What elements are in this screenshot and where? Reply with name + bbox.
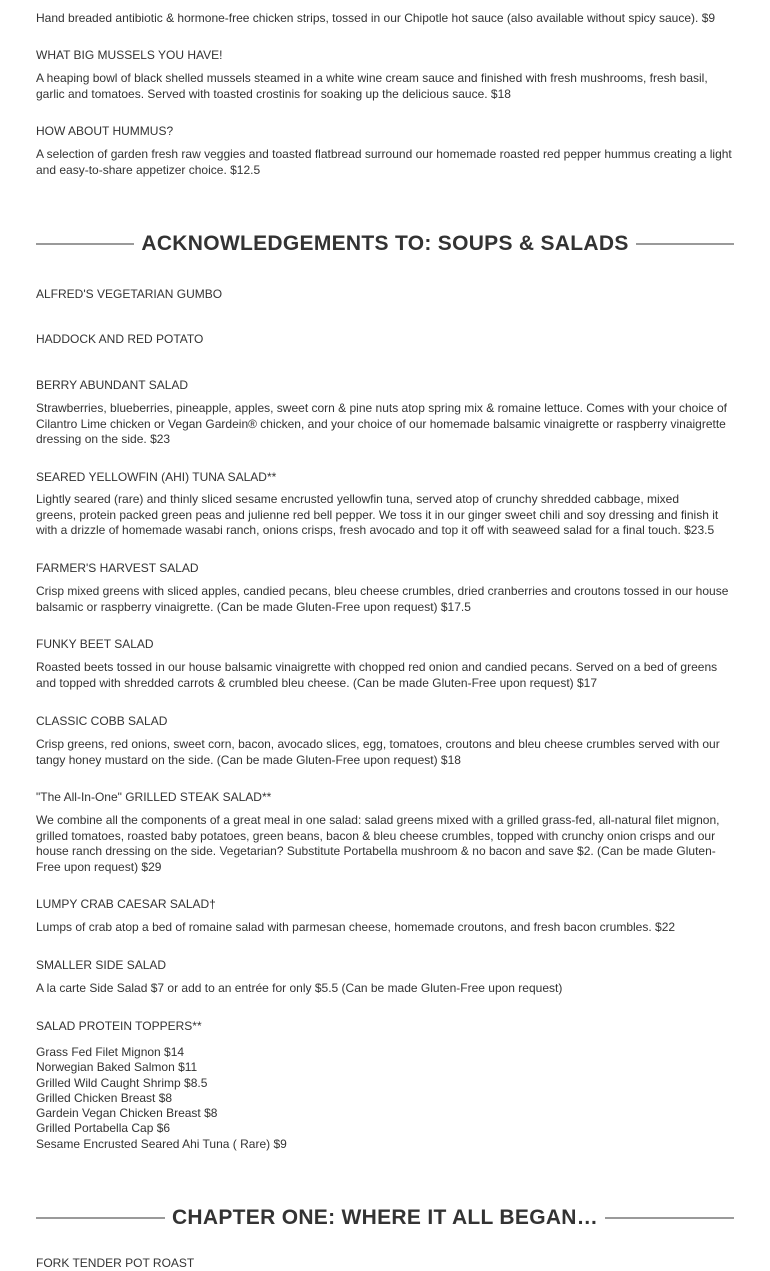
topper-list: [36, 1045, 734, 1152]
section-heading-soups-salads: [36, 229, 734, 259]
list-item: Norwegian Baked Salmon $11: [36, 1060, 198, 1075]
menu-item-title: LUMPY CRAB CAESAR SALAD†: [36, 897, 216, 911]
menu-item-title: SMALLER SIDE SALAD: [36, 958, 167, 972]
menu-item-description: Roasted beets tossed in our house balsamic vinaigrette with chopped red onion and candied pecans. Served on a bed of greens and topped with shredded carrots & crumbled bleu cheese. (Can be made Gluten-Free upon request) $17: [36, 660, 718, 690]
list-item: Sesame Encrusted Seared Ahi Tuna ( Rare) $9: [36, 1136, 287, 1151]
list-item: Grilled Wild Caught Shrimp $8.5: [36, 1075, 208, 1090]
menu-item-title: BERRY ABUNDANT SALAD: [36, 378, 189, 392]
list-item: Grilled Portabella Cap $6: [36, 1121, 171, 1136]
divider: [36, 243, 134, 245]
menu-item-title: "The All-In-One" GRILLED STEAK SALAD**: [36, 790, 272, 804]
menu-item-title: HADDOCK AND RED POTATO: [36, 332, 204, 346]
list-item: Grass Fed Filet Mignon $14: [36, 1045, 185, 1059]
menu-item-title: WHAT BIG MUSSELS YOU HAVE!: [36, 48, 223, 62]
menu-item-description: A selection of garden fresh raw veggies and toasted flatbread surround our homemade roasted red pepper hummus creating a light and easy-to-share appetizer choice. $12.5: [36, 147, 732, 177]
section-heading-chapter-one: [36, 1203, 734, 1233]
menu-item-description: We combine all the components of a great meal in one salad: salad greens mixed with a grilled grass-fed, all-natural filet mignon, grilled tomatoes, roasted baby potatoes, green beans, bacon & bleu cheese crumbles, topped with crunchy onion crisps and our house ranch dressing on the side. Vegetarian? Substitute Portabella mushroom & no bacon and save $2. (Can be made Gluten-Free upon request) $29: [36, 813, 720, 874]
menu-item-title: ALFRED'S VEGETARIAN GUMBO: [36, 287, 223, 301]
divider: [636, 243, 734, 245]
menu-item-description: Strawberries, blueberries, pineapple, apples, sweet corn & pine nuts atop spring mix & romaine lettuce. Comes with your choice of Cilantro Lime chicken or Vegan Gardein® chicken, and your choice of our homemade balsamic vinaigrette or raspberry vinaigrette dressing on the side. $23: [36, 401, 728, 446]
menu-item-description: A heaping bowl of black shelled mussels steamed in a white wine cream sauce and finished with fresh mushrooms, fresh basil, garlic and tomatoes. Served with toasted crostinis for soaking up the delicious sauce. $18: [36, 71, 708, 101]
menu-item-description: Hand breaded antibiotic & hormone-free chicken strips, tossed in our Chipotle hot sauce (also available without spicy sauce). $9: [36, 11, 716, 25]
menu-item-description: Crisp greens, red onions, sweet corn, bacon, avocado slices, egg, tomatoes, croutons and bleu cheese crumbles served with our tangy honey mustard on the side. (Can be made Gluten-Free upon request) $18: [36, 737, 720, 767]
menu-item-title: FUNKY BEET SALAD: [36, 637, 154, 651]
list-item: Gardein Vegan Chicken Breast $8: [36, 1106, 218, 1121]
menu-item-title: FORK TENDER POT ROAST: [36, 1256, 195, 1270]
section-title: ACKNOWLEDGEMENTS TO: SOUPS & SALADS: [141, 232, 629, 255]
menu-item-title: SEARED YELLOWFIN (AHI) TUNA SALAD**: [36, 470, 277, 484]
section-title: CHAPTER ONE: WHERE IT ALL BEGAN…: [171, 1206, 599, 1229]
divider: [605, 1217, 734, 1219]
menu-item-title: FARMER'S HARVEST SALAD: [36, 561, 199, 575]
menu-item-title: SALAD PROTEIN TOPPERS**: [36, 1019, 202, 1033]
menu-item-description: Lumps of crab atop a bed of romaine salad with parmesan cheese, homemade croutons, and fresh bacon crumbles. $22: [36, 920, 676, 934]
menu-item-description: Crisp mixed greens with sliced apples, candied pecans, bleu cheese crumbles, dried cranberries and croutons tossed in our house balsamic or raspberry vinaigrette. (Can be made Gluten-Free upon request) $17.5: [36, 584, 729, 614]
menu-item-description: A la carte Side Salad $7 or add to an entrée for only $5.5 (Can be made Gluten-Free upon request): [36, 981, 563, 995]
menu-item-description: Lightly seared (rare) and thinly sliced sesame encrusted yellowfin tuna, served atop of crunchy shredded cabbage, mixed greens, protein packed green peas and julienne red bell pepper. We toss it in our ginger sweet chili and soy dressing and finish it with a drizzle of homemade wasabi ranch, onions crisps, fresh avocado and top it off with seaweed salad for a final touch. $23.5: [36, 492, 719, 537]
menu-item-title: HOW ABOUT HUMMUS?: [36, 124, 174, 138]
list-item: Grilled Chicken Breast $8: [36, 1090, 173, 1105]
divider: [36, 1217, 165, 1219]
menu-item-title: CLASSIC COBB SALAD: [36, 714, 168, 728]
